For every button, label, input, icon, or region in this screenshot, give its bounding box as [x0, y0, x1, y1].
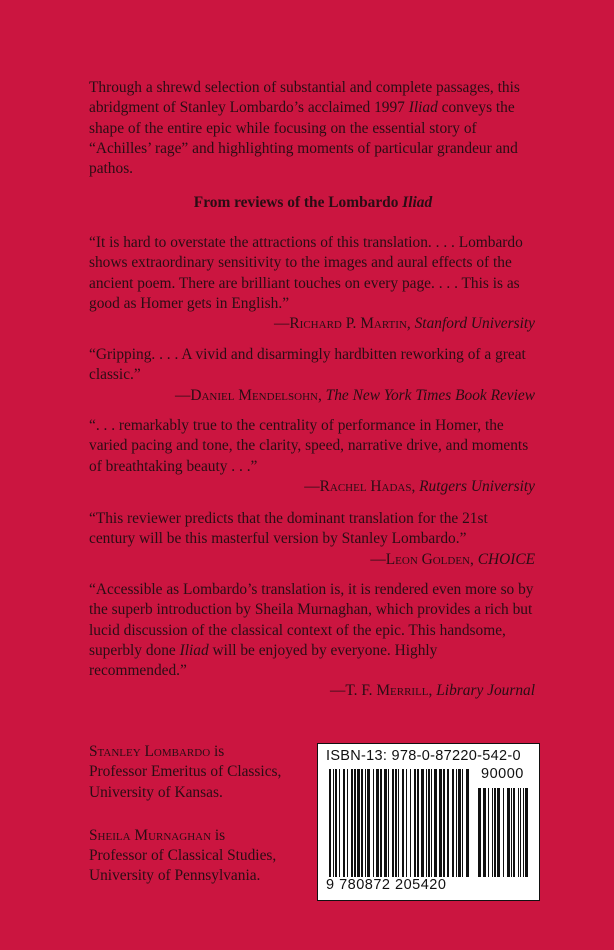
barcode-bar	[447, 769, 449, 877]
barcode-bar	[339, 769, 340, 877]
barcode-bar	[395, 769, 397, 877]
barcode-bar	[426, 769, 427, 877]
barcode-bar	[452, 769, 454, 877]
barcode-bar	[376, 769, 379, 877]
review-quote-part-1: “Accessible as Lombardo’s translation is, it is rendered even more so by the superb introduction by Sheila Murnaghan, which provides a rich but lucid discussion of the classical context of the epic. This handsome, superbly done	[89, 581, 534, 659]
review-quote: “This reviewer predicts that the dominant translation for the 21st century will be this masterful version by Stanley Lombardo.”	[89, 510, 488, 548]
barcode-bar	[443, 769, 445, 877]
reviews-heading-title: Iliad	[402, 194, 433, 211]
reviewer-affiliation: Library Journal	[436, 682, 535, 700]
barcode-bar	[329, 769, 331, 877]
barcode-bar	[494, 788, 496, 877]
isbn-barcode	[317, 743, 540, 901]
reviewer-affiliation: The New York Times Book Review	[325, 386, 535, 404]
barcode-bar	[421, 769, 424, 877]
bio-lombardo	[89, 742, 309, 803]
barcode-bar	[456, 769, 457, 877]
barcode-bar	[488, 788, 489, 877]
barcode-bar	[333, 769, 334, 877]
review-merrill	[89, 580, 535, 702]
reviewer-affiliation: CHOICE	[477, 550, 535, 568]
bio-line-3: University of Kansas.	[89, 783, 223, 801]
barcode-bar	[518, 788, 519, 877]
barcode-bar	[410, 769, 411, 877]
reviews-heading	[89, 193, 537, 213]
review-hadas	[89, 416, 535, 497]
barcode-bar	[434, 769, 437, 877]
barcode-bar	[431, 769, 432, 877]
blurb-text-2: conveys the shape of the entire epic while focusing on the essential story of “Achilles’ rage” and highlighting moments of particular grandeur and pathos.	[89, 99, 518, 178]
review-attribution: —Daniel Mendelsohn, The New York Times Book Review	[174, 386, 535, 404]
blurb-text-1: Through a shrewd selection of substantial and complete passages, this abridgment of Stanley Lombardo’s acclaimed 1997	[89, 79, 520, 117]
barcode-bar	[351, 769, 353, 877]
review-attribution: —Leon Golden, CHOICE	[370, 550, 535, 568]
reviews-heading-text: From reviews of the Lombardo	[193, 194, 403, 211]
reviewer-name: Richard P. Martin	[289, 315, 407, 333]
barcode-bar	[347, 769, 348, 877]
review-attribution: —T. F. Merrill, Library Journal	[329, 682, 535, 700]
barcode-bar	[417, 769, 419, 877]
barcode-bar	[503, 788, 504, 877]
bio-line-3: University of Pennsylvania.	[89, 867, 261, 885]
reviewer-name: Daniel Mendelsohn	[190, 386, 318, 404]
barcode-bar	[497, 788, 500, 877]
book-blurb	[89, 78, 537, 179]
barcode-bar	[483, 788, 486, 877]
barcode-bar	[458, 769, 461, 877]
barcode-bar	[428, 769, 430, 877]
barcode-bar	[380, 769, 382, 877]
barcode-bar	[466, 769, 469, 877]
barcode-bar	[373, 769, 374, 877]
barcode-bar	[523, 788, 524, 877]
barcode-bar	[507, 788, 510, 877]
bio-line-1	[89, 826, 309, 846]
barcode-bar	[513, 788, 515, 877]
barcode-bar	[462, 769, 463, 877]
barcode-bar	[357, 769, 360, 877]
bio-line-2: Professor of Classical Studies,	[89, 847, 277, 865]
barcode-bar	[406, 769, 407, 877]
ean-barcode-bars	[329, 769, 471, 877]
review-attribution: —Richard P. Martin, Stanford University	[274, 315, 535, 333]
barcode-bar	[439, 769, 442, 877]
bio-name: Stanley Lombardo	[89, 743, 211, 760]
author-bios	[89, 742, 309, 910]
blurb-iliad-title: Iliad	[408, 99, 438, 117]
reviewer-affiliation: Rutgers University	[419, 477, 535, 495]
reviewer-name: Leon Golden	[385, 550, 470, 568]
reviewer-affiliation: Stanford University	[414, 315, 535, 333]
barcode-bar	[402, 769, 404, 877]
addon-barcode-bars	[478, 788, 530, 877]
bio-is: is	[211, 826, 226, 844]
review-mendelsohn	[89, 345, 535, 406]
barcode-bar	[388, 769, 389, 877]
ean-digits: 9 780872 205420	[326, 877, 447, 893]
barcode-bar	[365, 769, 366, 877]
barcode-bar	[335, 769, 337, 877]
barcode-bar	[511, 788, 512, 877]
barcode-bar	[520, 788, 521, 877]
bio-murnaghan	[89, 826, 309, 887]
bio-line-1	[89, 742, 309, 762]
barcode-bar	[354, 769, 356, 877]
review-quote-part-2: will be enjoyed by everyone. Highly recommended.”	[89, 641, 438, 680]
barcode-bar	[384, 769, 387, 877]
barcode-bar	[492, 788, 493, 877]
bio-name: Sheila Murnaghan	[89, 826, 212, 844]
review-golden	[89, 509, 535, 570]
review-martin	[89, 233, 535, 334]
review-attribution: —Rachel Hadas, Rutgers University	[304, 477, 535, 495]
bio-is: is	[210, 743, 225, 760]
reviewer-name: T. F. Merrill	[345, 682, 429, 700]
barcode-bar	[361, 769, 363, 877]
barcode-bar	[398, 769, 399, 877]
barcode-bar	[414, 769, 416, 877]
reviewer-name: Rachel Hadas	[319, 477, 412, 495]
barcode-bar	[367, 769, 370, 877]
barcode-bar	[525, 788, 528, 877]
bio-line-2: Professor Emeritus of Classics,	[89, 763, 282, 781]
barcode-bar	[392, 769, 394, 877]
review-quote-title: Iliad	[179, 641, 209, 659]
price-code: 90000	[481, 766, 524, 782]
barcode-bar	[478, 788, 481, 877]
review-quote: “It is hard to overstate the attractions of this translation. . . . Lombardo shows extraordinary sensitivity to the images and aural effects of the ancient poem. There are brilliant touches on every page. . . . This is as good as Homer gets in English.”	[89, 234, 523, 312]
review-quote: “Gripping. . . . A vivid and disarmingly hardbitten reworking of a great classic.”	[89, 346, 526, 384]
barcode-bar	[343, 769, 345, 877]
review-quote: “. . . remarkably true to the centrality of performance in Homer, the varied pacing and tone, the clarity, speed, narrative drive, and moments of breathtaking beauty . . .”	[89, 417, 529, 475]
isbn-label: ISBN-13: 978-0-87220-542-0	[326, 748, 521, 764]
review-quote	[89, 580, 535, 681]
